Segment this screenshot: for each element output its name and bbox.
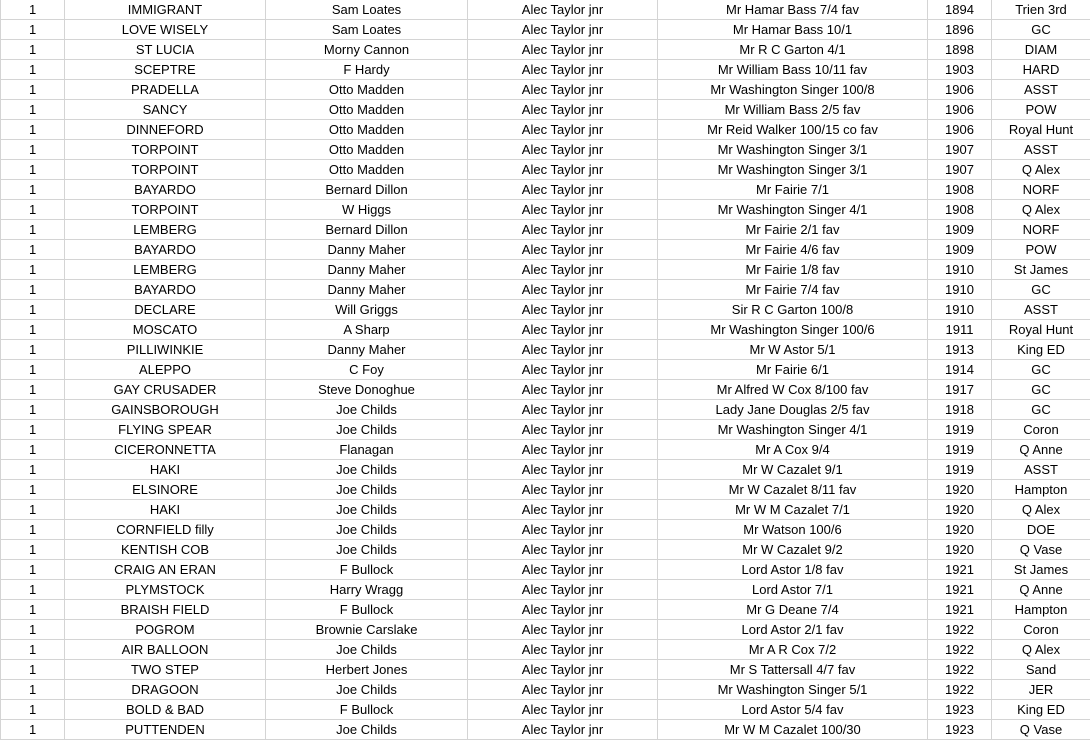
cell-horse[interactable]: SANCY: [65, 100, 266, 120]
cell-horse[interactable]: CRAIG AN ERAN: [65, 560, 266, 580]
cell-year[interactable]: 1908: [928, 200, 992, 220]
cell-owner-odds[interactable]: Mr W Astor 5/1: [658, 340, 928, 360]
table-row: [1, 200, 1090, 220]
cell-race[interactable]: Royal Hunt: [992, 320, 1090, 340]
cell-owner-odds[interactable]: Mr Watson 100/6: [658, 520, 928, 540]
cell-horse[interactable]: ALEPPO: [65, 360, 266, 380]
cell-owner-odds[interactable]: Mr Fairie 4/6 fav: [658, 240, 928, 260]
cell-owner-odds[interactable]: Mr Washington Singer 4/1: [658, 200, 928, 220]
cell-jockey[interactable]: Brownie Carslake: [266, 620, 468, 640]
cell-position[interactable]: 1: [1, 120, 65, 140]
cell-race[interactable]: GC: [992, 280, 1090, 300]
cell-horse[interactable]: DINNEFORD: [65, 120, 266, 140]
cell-jockey[interactable]: F Bullock: [266, 700, 468, 720]
cell-jockey[interactable]: Joe Childs: [266, 420, 468, 440]
cell-horse[interactable]: BAYARDO: [65, 280, 266, 300]
cell-race[interactable]: GC: [992, 360, 1090, 380]
cell-trainer[interactable]: Alec Taylor jnr: [468, 540, 658, 560]
cell-jockey[interactable]: W Higgs: [266, 200, 468, 220]
cell-horse[interactable]: GAY CRUSADER: [65, 380, 266, 400]
cell-trainer[interactable]: Alec Taylor jnr: [468, 500, 658, 520]
cell-horse[interactable]: TORPOINT: [65, 200, 266, 220]
cell-position[interactable]: 1: [1, 160, 65, 180]
cell-race[interactable]: Q Anne: [992, 440, 1090, 460]
cell-horse[interactable]: LOVE WISELY: [65, 20, 266, 40]
cell-owner-odds[interactable]: Lord Astor 5/4 fav: [658, 700, 928, 720]
cell-trainer[interactable]: Alec Taylor jnr: [468, 240, 658, 260]
cell-jockey[interactable]: Joe Childs: [266, 520, 468, 540]
cell-race[interactable]: DOE: [992, 520, 1090, 540]
table-body: [1, 0, 1090, 740]
cell-jockey[interactable]: Danny Maher: [266, 240, 468, 260]
cell-horse[interactable]: LEMBERG: [65, 260, 266, 280]
cell-owner-odds[interactable]: Mr G Deane 7/4: [658, 600, 928, 620]
cell-jockey[interactable]: Joe Childs: [266, 680, 468, 700]
cell-year[interactable]: 1920: [928, 500, 992, 520]
table-row: [1, 440, 1090, 460]
cell-jockey[interactable]: Sam Loates: [266, 20, 468, 40]
cell-year[interactable]: 1910: [928, 300, 992, 320]
cell-year[interactable]: 1896: [928, 20, 992, 40]
cell-race[interactable]: POW: [992, 100, 1090, 120]
cell-horse[interactable]: HAKI: [65, 500, 266, 520]
cell-year[interactable]: 1909: [928, 240, 992, 260]
cell-trainer[interactable]: Alec Taylor jnr: [468, 300, 658, 320]
cell-position[interactable]: 1: [1, 220, 65, 240]
cell-jockey[interactable]: Joe Childs: [266, 400, 468, 420]
cell-horse[interactable]: GAINSBOROUGH: [65, 400, 266, 420]
cell-year[interactable]: 1922: [928, 680, 992, 700]
cell-jockey[interactable]: Will Griggs: [266, 300, 468, 320]
cell-horse[interactable]: ST LUCIA: [65, 40, 266, 60]
cell-position[interactable]: 1: [1, 460, 65, 480]
cell-jockey[interactable]: Joe Childs: [266, 460, 468, 480]
cell-owner-odds[interactable]: Mr W Cazalet 9/1: [658, 460, 928, 480]
cell-trainer[interactable]: Alec Taylor jnr: [468, 480, 658, 500]
table-row: [1, 620, 1090, 640]
cell-race[interactable]: NORF: [992, 220, 1090, 240]
cell-horse[interactable]: FLYING SPEAR: [65, 420, 266, 440]
cell-position[interactable]: 1: [1, 500, 65, 520]
cell-position[interactable]: 1: [1, 0, 65, 20]
table-row: [1, 360, 1090, 380]
cell-position[interactable]: 1: [1, 660, 65, 680]
cell-trainer[interactable]: Alec Taylor jnr: [468, 0, 658, 20]
cell-trainer[interactable]: Alec Taylor jnr: [468, 120, 658, 140]
cell-race[interactable]: GC: [992, 20, 1090, 40]
cell-owner-odds[interactable]: Mr A R Cox 7/2: [658, 640, 928, 660]
cell-trainer[interactable]: Alec Taylor jnr: [468, 80, 658, 100]
cell-race[interactable]: Q Anne: [992, 580, 1090, 600]
cell-horse[interactable]: DECLARE: [65, 300, 266, 320]
cell-position[interactable]: 1: [1, 720, 65, 740]
table-row: [1, 720, 1090, 740]
cell-position[interactable]: 1: [1, 480, 65, 500]
cell-year[interactable]: 1921: [928, 600, 992, 620]
cell-position[interactable]: 1: [1, 140, 65, 160]
cell-race[interactable]: Q Alex: [992, 640, 1090, 660]
cell-race[interactable]: Q Alex: [992, 500, 1090, 520]
cell-owner-odds[interactable]: Lady Jane Douglas 2/5 fav: [658, 400, 928, 420]
cell-race[interactable]: St James: [992, 260, 1090, 280]
cell-trainer[interactable]: Alec Taylor jnr: [468, 520, 658, 540]
cell-year[interactable]: 1907: [928, 140, 992, 160]
cell-position[interactable]: 1: [1, 640, 65, 660]
cell-jockey[interactable]: Otto Madden: [266, 80, 468, 100]
cell-trainer[interactable]: Alec Taylor jnr: [468, 640, 658, 660]
cell-year[interactable]: 1914: [928, 360, 992, 380]
cell-trainer[interactable]: Alec Taylor jnr: [468, 380, 658, 400]
table-row: [1, 100, 1090, 120]
cell-year[interactable]: 1923: [928, 720, 992, 740]
table-row: [1, 240, 1090, 260]
cell-owner-odds[interactable]: Sir R C Garton 100/8: [658, 300, 928, 320]
cell-trainer[interactable]: Alec Taylor jnr: [468, 140, 658, 160]
cell-owner-odds[interactable]: Mr Fairie 2/1 fav: [658, 220, 928, 240]
cell-horse[interactable]: BAYARDO: [65, 180, 266, 200]
cell-owner-odds[interactable]: Mr W Cazalet 9/2: [658, 540, 928, 560]
cell-race[interactable]: HARD: [992, 60, 1090, 80]
cell-horse[interactable]: ELSINORE: [65, 480, 266, 500]
cell-race[interactable]: King ED: [992, 700, 1090, 720]
cell-owner-odds[interactable]: Mr William Bass 2/5 fav: [658, 100, 928, 120]
cell-race[interactable]: Q Vase: [992, 540, 1090, 560]
cell-year[interactable]: 1907: [928, 160, 992, 180]
cell-trainer[interactable]: Alec Taylor jnr: [468, 580, 658, 600]
table-row: [1, 560, 1090, 580]
cell-owner-odds[interactable]: Mr Fairie 6/1: [658, 360, 928, 380]
cell-horse[interactable]: IMMIGRANT: [65, 0, 266, 20]
cell-trainer[interactable]: Alec Taylor jnr: [468, 200, 658, 220]
cell-trainer[interactable]: Alec Taylor jnr: [468, 220, 658, 240]
cell-year[interactable]: 1908: [928, 180, 992, 200]
cell-position[interactable]: 1: [1, 420, 65, 440]
cell-year[interactable]: 1906: [928, 80, 992, 100]
cell-race[interactable]: POW: [992, 240, 1090, 260]
cell-position[interactable]: 1: [1, 400, 65, 420]
cell-jockey[interactable]: F Bullock: [266, 560, 468, 580]
cell-horse[interactable]: LEMBERG: [65, 220, 266, 240]
cell-jockey[interactable]: F Hardy: [266, 60, 468, 80]
cell-jockey[interactable]: Sam Loates: [266, 0, 468, 20]
cell-race[interactable]: Q Alex: [992, 160, 1090, 180]
cell-race[interactable]: Trien 3rd: [992, 0, 1090, 20]
cell-year[interactable]: 1918: [928, 400, 992, 420]
cell-jockey[interactable]: Otto Madden: [266, 120, 468, 140]
cell-trainer[interactable]: Alec Taylor jnr: [468, 60, 658, 80]
cell-position[interactable]: 1: [1, 340, 65, 360]
table-row: [1, 660, 1090, 680]
cell-position[interactable]: 1: [1, 380, 65, 400]
cell-owner-odds[interactable]: Mr Reid Walker 100/15 co fav: [658, 120, 928, 140]
cell-horse[interactable]: TWO STEP: [65, 660, 266, 680]
cell-race[interactable]: GC: [992, 400, 1090, 420]
cell-position[interactable]: 1: [1, 620, 65, 640]
cell-year[interactable]: 1906: [928, 100, 992, 120]
cell-trainer[interactable]: Alec Taylor jnr: [468, 420, 658, 440]
table-row: [1, 300, 1090, 320]
cell-owner-odds[interactable]: Mr Fairie 7/4 fav: [658, 280, 928, 300]
cell-jockey[interactable]: Harry Wragg: [266, 580, 468, 600]
table-row: [1, 80, 1090, 100]
cell-year[interactable]: 1919: [928, 420, 992, 440]
cell-position[interactable]: 1: [1, 600, 65, 620]
cell-trainer[interactable]: Alec Taylor jnr: [468, 180, 658, 200]
cell-owner-odds[interactable]: Mr Washington Singer 100/6: [658, 320, 928, 340]
cell-race[interactable]: Hampton: [992, 600, 1090, 620]
cell-year[interactable]: 1913: [928, 340, 992, 360]
cell-trainer[interactable]: Alec Taylor jnr: [468, 260, 658, 280]
cell-owner-odds[interactable]: Mr Washington Singer 3/1: [658, 160, 928, 180]
cell-owner-odds[interactable]: Mr W M Cazalet 7/1: [658, 500, 928, 520]
cell-race[interactable]: ASST: [992, 300, 1090, 320]
cell-trainer[interactable]: Alec Taylor jnr: [468, 40, 658, 60]
cell-position[interactable]: 1: [1, 360, 65, 380]
cell-jockey[interactable]: C Foy: [266, 360, 468, 380]
table-row: [1, 380, 1090, 400]
cell-jockey[interactable]: Joe Childs: [266, 500, 468, 520]
table-row: [1, 340, 1090, 360]
cell-race[interactable]: Coron: [992, 420, 1090, 440]
cell-trainer[interactable]: Alec Taylor jnr: [468, 160, 658, 180]
cell-jockey[interactable]: Danny Maher: [266, 280, 468, 300]
cell-trainer[interactable]: Alec Taylor jnr: [468, 660, 658, 680]
cell-owner-odds[interactable]: Mr S Tattersall 4/7 fav: [658, 660, 928, 680]
cell-owner-odds[interactable]: Lord Astor 1/8 fav: [658, 560, 928, 580]
cell-race[interactable]: ASST: [992, 80, 1090, 100]
cell-year[interactable]: 1910: [928, 260, 992, 280]
cell-position[interactable]: 1: [1, 60, 65, 80]
cell-position[interactable]: 1: [1, 280, 65, 300]
table-row: [1, 160, 1090, 180]
cell-position[interactable]: 1: [1, 560, 65, 580]
table-row: [1, 640, 1090, 660]
cell-year[interactable]: 1909: [928, 220, 992, 240]
cell-horse[interactable]: AIR BALLOON: [65, 640, 266, 660]
cell-year[interactable]: 1922: [928, 640, 992, 660]
cell-horse[interactable]: TORPOINT: [65, 140, 266, 160]
cell-horse[interactable]: MOSCATO: [65, 320, 266, 340]
cell-horse[interactable]: BOLD & BAD: [65, 700, 266, 720]
cell-position[interactable]: 1: [1, 320, 65, 340]
cell-year[interactable]: 1919: [928, 440, 992, 460]
cell-owner-odds[interactable]: Mr Alfred W Cox 8/100 fav: [658, 380, 928, 400]
cell-jockey[interactable]: A Sharp: [266, 320, 468, 340]
cell-owner-odds[interactable]: Mr R C Garton 4/1: [658, 40, 928, 60]
cell-year[interactable]: 1920: [928, 540, 992, 560]
table-row: [1, 180, 1090, 200]
cell-trainer[interactable]: Alec Taylor jnr: [468, 340, 658, 360]
cell-horse[interactable]: SCEPTRE: [65, 60, 266, 80]
cell-position[interactable]: 1: [1, 20, 65, 40]
cell-year[interactable]: 1906: [928, 120, 992, 140]
cell-trainer[interactable]: Alec Taylor jnr: [468, 20, 658, 40]
cell-year[interactable]: 1922: [928, 660, 992, 680]
cell-trainer[interactable]: Alec Taylor jnr: [468, 720, 658, 740]
cell-race[interactable]: St James: [992, 560, 1090, 580]
cell-year[interactable]: 1920: [928, 480, 992, 500]
cell-jockey[interactable]: Flanagan: [266, 440, 468, 460]
table-row: [1, 280, 1090, 300]
cell-trainer[interactable]: Alec Taylor jnr: [468, 560, 658, 580]
cell-jockey[interactable]: Otto Madden: [266, 100, 468, 120]
cell-trainer[interactable]: Alec Taylor jnr: [468, 320, 658, 340]
cell-horse[interactable]: TORPOINT: [65, 160, 266, 180]
table-row: [1, 120, 1090, 140]
cell-position[interactable]: 1: [1, 300, 65, 320]
cell-year[interactable]: 1923: [928, 700, 992, 720]
cell-owner-odds[interactable]: Mr Fairie 1/8 fav: [658, 260, 928, 280]
cell-race[interactable]: Royal Hunt: [992, 120, 1090, 140]
cell-position[interactable]: 1: [1, 580, 65, 600]
cell-race[interactable]: JER: [992, 680, 1090, 700]
table-row: [1, 400, 1090, 420]
cell-jockey[interactable]: Otto Madden: [266, 160, 468, 180]
cell-position[interactable]: 1: [1, 520, 65, 540]
cell-owner-odds[interactable]: Mr Washington Singer 4/1: [658, 420, 928, 440]
cell-year[interactable]: 1920: [928, 520, 992, 540]
cell-horse[interactable]: CICERONNETTA: [65, 440, 266, 460]
table-row: [1, 700, 1090, 720]
table-row: [1, 600, 1090, 620]
table-row: [1, 220, 1090, 240]
cell-jockey[interactable]: Joe Childs: [266, 480, 468, 500]
cell-position[interactable]: 1: [1, 700, 65, 720]
cell-owner-odds[interactable]: Lord Astor 7/1: [658, 580, 928, 600]
cell-trainer[interactable]: Alec Taylor jnr: [468, 440, 658, 460]
cell-horse[interactable]: DRAGOON: [65, 680, 266, 700]
cell-horse[interactable]: KENTISH COB: [65, 540, 266, 560]
cell-owner-odds[interactable]: Mr William Bass 10/11 fav: [658, 60, 928, 80]
table-row: [1, 320, 1090, 340]
cell-trainer[interactable]: Alec Taylor jnr: [468, 600, 658, 620]
table-row: [1, 480, 1090, 500]
cell-position[interactable]: 1: [1, 540, 65, 560]
cell-position[interactable]: 1: [1, 680, 65, 700]
cell-jockey[interactable]: Bernard Dillon: [266, 220, 468, 240]
cell-year[interactable]: 1919: [928, 460, 992, 480]
cell-race[interactable]: Q Vase: [992, 720, 1090, 740]
table-row: [1, 140, 1090, 160]
cell-trainer[interactable]: Alec Taylor jnr: [468, 680, 658, 700]
cell-year[interactable]: 1921: [928, 560, 992, 580]
cell-horse[interactable]: BRAISH FIELD: [65, 600, 266, 620]
table-row: [1, 500, 1090, 520]
cell-race[interactable]: DIAM: [992, 40, 1090, 60]
cell-trainer[interactable]: Alec Taylor jnr: [468, 700, 658, 720]
cell-race[interactable]: NORF: [992, 180, 1090, 200]
cell-owner-odds[interactable]: Mr Hamar Bass 10/1: [658, 20, 928, 40]
cell-year[interactable]: 1922: [928, 620, 992, 640]
cell-jockey[interactable]: Joe Childs: [266, 720, 468, 740]
cell-year[interactable]: 1894: [928, 0, 992, 20]
table-row: [1, 40, 1090, 60]
cell-jockey[interactable]: Danny Maher: [266, 340, 468, 360]
table-row: [1, 60, 1090, 80]
cell-position[interactable]: 1: [1, 440, 65, 460]
cell-owner-odds[interactable]: Mr W Cazalet 8/11 fav: [658, 480, 928, 500]
cell-owner-odds[interactable]: Mr Hamar Bass 7/4 fav: [658, 0, 928, 20]
cell-owner-odds[interactable]: Mr Washington Singer 5/1: [658, 680, 928, 700]
cell-horse[interactable]: CORNFIELD filly: [65, 520, 266, 540]
cell-jockey[interactable]: Joe Childs: [266, 640, 468, 660]
cell-jockey[interactable]: Bernard Dillon: [266, 180, 468, 200]
table-row: [1, 580, 1090, 600]
cell-jockey[interactable]: Danny Maher: [266, 260, 468, 280]
cell-position[interactable]: 1: [1, 40, 65, 60]
table-row: [1, 520, 1090, 540]
cell-jockey[interactable]: F Bullock: [266, 600, 468, 620]
cell-horse[interactable]: PRADELLA: [65, 80, 266, 100]
cell-race[interactable]: Sand: [992, 660, 1090, 680]
cell-horse[interactable]: HAKI: [65, 460, 266, 480]
table-row: [1, 680, 1090, 700]
table-row: [1, 0, 1090, 20]
cell-year[interactable]: 1917: [928, 380, 992, 400]
cell-year[interactable]: 1903: [928, 60, 992, 80]
table-row: [1, 460, 1090, 480]
cell-trainer[interactable]: Alec Taylor jnr: [468, 280, 658, 300]
cell-jockey[interactable]: Morny Cannon: [266, 40, 468, 60]
cell-position[interactable]: 1: [1, 240, 65, 260]
cell-position[interactable]: 1: [1, 80, 65, 100]
cell-position[interactable]: 1: [1, 100, 65, 120]
cell-horse[interactable]: BAYARDO: [65, 240, 266, 260]
cell-trainer[interactable]: Alec Taylor jnr: [468, 400, 658, 420]
cell-horse[interactable]: PLYMSTOCK: [65, 580, 266, 600]
cell-horse[interactable]: PUTTENDEN: [65, 720, 266, 740]
cell-jockey[interactable]: Herbert Jones: [266, 660, 468, 680]
cell-trainer[interactable]: Alec Taylor jnr: [468, 360, 658, 380]
cell-race[interactable]: Hampton: [992, 480, 1090, 500]
cell-year[interactable]: 1910: [928, 280, 992, 300]
cell-owner-odds[interactable]: Lord Astor 2/1 fav: [658, 620, 928, 640]
cell-owner-odds[interactable]: Mr Washington Singer 3/1: [658, 140, 928, 160]
cell-race[interactable]: Q Alex: [992, 200, 1090, 220]
cell-race[interactable]: GC: [992, 380, 1090, 400]
cell-trainer[interactable]: Alec Taylor jnr: [468, 620, 658, 640]
cell-horse[interactable]: POGROM: [65, 620, 266, 640]
cell-jockey[interactable]: Joe Childs: [266, 540, 468, 560]
cell-owner-odds[interactable]: Mr Washington Singer 100/8: [658, 80, 928, 100]
cell-position[interactable]: 1: [1, 260, 65, 280]
cell-jockey[interactable]: Otto Madden: [266, 140, 468, 160]
cell-year[interactable]: 1898: [928, 40, 992, 60]
table-row: [1, 540, 1090, 560]
cell-position[interactable]: 1: [1, 180, 65, 200]
cell-year[interactable]: 1911: [928, 320, 992, 340]
cell-trainer[interactable]: Alec Taylor jnr: [468, 460, 658, 480]
cell-owner-odds[interactable]: Mr Fairie 7/1: [658, 180, 928, 200]
table-row: [1, 20, 1090, 40]
table-row: [1, 420, 1090, 440]
cell-owner-odds[interactable]: Mr A Cox 9/4: [658, 440, 928, 460]
cell-race[interactable]: King ED: [992, 340, 1090, 360]
cell-owner-odds[interactable]: Mr W M Cazalet 100/30: [658, 720, 928, 740]
cell-jockey[interactable]: Steve Donoghue: [266, 380, 468, 400]
cell-year[interactable]: 1921: [928, 580, 992, 600]
table-row: [1, 260, 1090, 280]
cell-race[interactable]: ASST: [992, 460, 1090, 480]
cell-position[interactable]: 1: [1, 200, 65, 220]
cell-trainer[interactable]: Alec Taylor jnr: [468, 100, 658, 120]
cell-race[interactable]: Coron: [992, 620, 1090, 640]
cell-horse[interactable]: PILLIWINKIE: [65, 340, 266, 360]
cell-race[interactable]: ASST: [992, 140, 1090, 160]
